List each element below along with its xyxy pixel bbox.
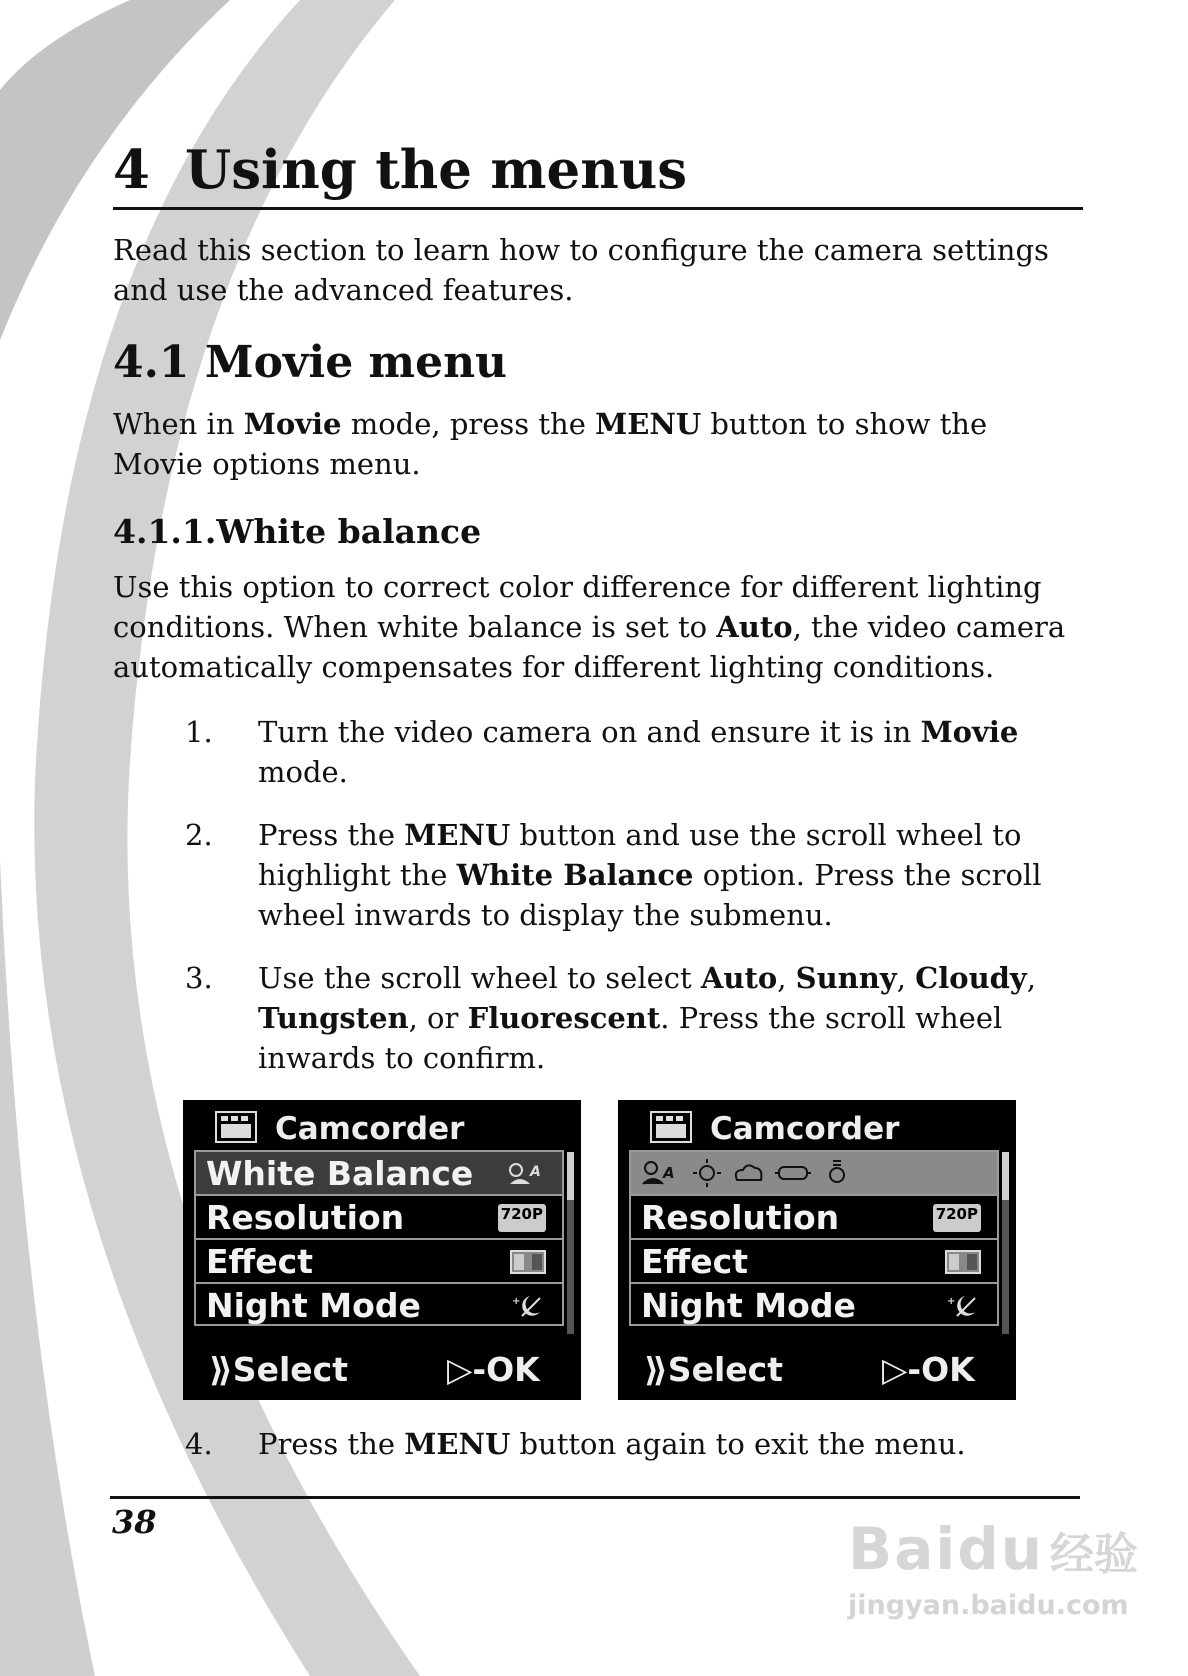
step-number: 3. [185,961,213,995]
step-number: 4. [185,1427,213,1461]
wb-auto-icon [506,1160,546,1188]
menu-item-effect[interactable]: Effect [629,1238,999,1282]
menu-item-resolution[interactable]: Resolution 720P [194,1194,564,1238]
ok-hint: ▷-OK [882,1350,975,1389]
scrollbar[interactable] [567,1152,574,1334]
wb-auto-icon [643,1162,663,1184]
wb-tungsten-icon [775,1167,811,1179]
camera-screen-menu [183,1100,581,1400]
screen-title: Camcorder [650,1110,899,1148]
footer-rule [110,1496,1080,1499]
resolution-720p-badge: 720P [498,1204,546,1232]
step-text: Turn the video camera on and ensure it is in Movie mode. [258,715,1019,789]
menu-item-white-balance[interactable]: White Balance A [194,1150,564,1194]
intro-paragraph: Read this section to learn how to configure the camera settings and use the advanced features. [113,233,1049,307]
menu-item-night-mode[interactable]: Night Mode + [629,1282,999,1326]
menu-item-night-mode[interactable]: Night Mode + [194,1282,564,1326]
subsection-intro-paragraph: Use this option to correct color difference for different lighting conditions. When white balance is set to Auto, the video camera automatically compensates for different lighting conditions. [113,570,1066,684]
camcorder-icon [215,1111,257,1143]
effect-icon [945,1248,981,1276]
step-text: Press the MENU button and use the scroll wheel to highlight the White Balance option. Press the scroll wheel inwards to display the submenu. [258,818,1042,932]
chapter-title: Using the menus [185,139,688,201]
menu-item-effect[interactable]: Effect [194,1238,564,1282]
svg-text:A: A [530,1164,541,1180]
camcorder-icon [650,1111,692,1143]
chapter-rule [113,207,1083,210]
wb-sunny-icon [693,1159,721,1187]
night-mode-icon [945,1292,981,1320]
ok-hint: ▷-OK [447,1350,540,1389]
step-text: Use the scroll wheel to select Auto, Sunny, Cloudy, Tungsten, or Fluorescent. Press the scroll wheel inwards to confirm. [258,961,1036,1075]
page-number: 38 [112,1503,157,1541]
menu-list [629,1150,999,1326]
wb-cloudy-icon [736,1165,762,1180]
white-balance-options-row[interactable] [629,1150,999,1194]
step-2 [185,815,1095,935]
wb-options-icons [637,1156,867,1190]
night-mode-icon [510,1292,546,1320]
scrollbar[interactable] [1002,1152,1009,1334]
camera-screen-submenu [618,1100,1016,1400]
effect-icon [510,1248,546,1276]
step-4 [185,1424,1095,1464]
step-number: 2. [185,818,213,852]
screen-footer [644,1350,1004,1390]
svg-text:+: + [947,1296,956,1307]
step-number: 1. [185,715,213,749]
baidu-watermark: Baidu 经验 jingyan.baidu.com [848,1515,1139,1621]
step-3 [185,958,1095,1078]
watermark-url: jingyan.baidu.com [848,1590,1129,1621]
select-hint: ⟫Select [209,1350,348,1389]
step-text: Press the MENU button again to exit the menu. [258,1427,966,1461]
menu-item-resolution[interactable]: Resolution 720P [629,1194,999,1238]
svg-text:+: + [512,1296,521,1307]
screen-footer [209,1350,569,1390]
subsection-heading: 4.1.1.White balance [113,512,482,551]
menu-list [194,1150,564,1326]
select-hint: ⟫Select [644,1350,783,1389]
step-1 [185,712,1095,792]
section-intro-paragraph: When in Movie mode, press the MENU button to show the Movie options menu. [113,407,988,481]
wb-fluorescent-icon [830,1161,844,1182]
resolution-720p-badge: 720P [933,1204,981,1232]
chapter-heading [113,140,1083,200]
section-heading: 4.1 Movie menu [113,337,508,388]
chapter-number: 4 [113,139,150,201]
svg-text:A: A [663,1164,675,1182]
screen-title: Camcorder [215,1110,464,1148]
